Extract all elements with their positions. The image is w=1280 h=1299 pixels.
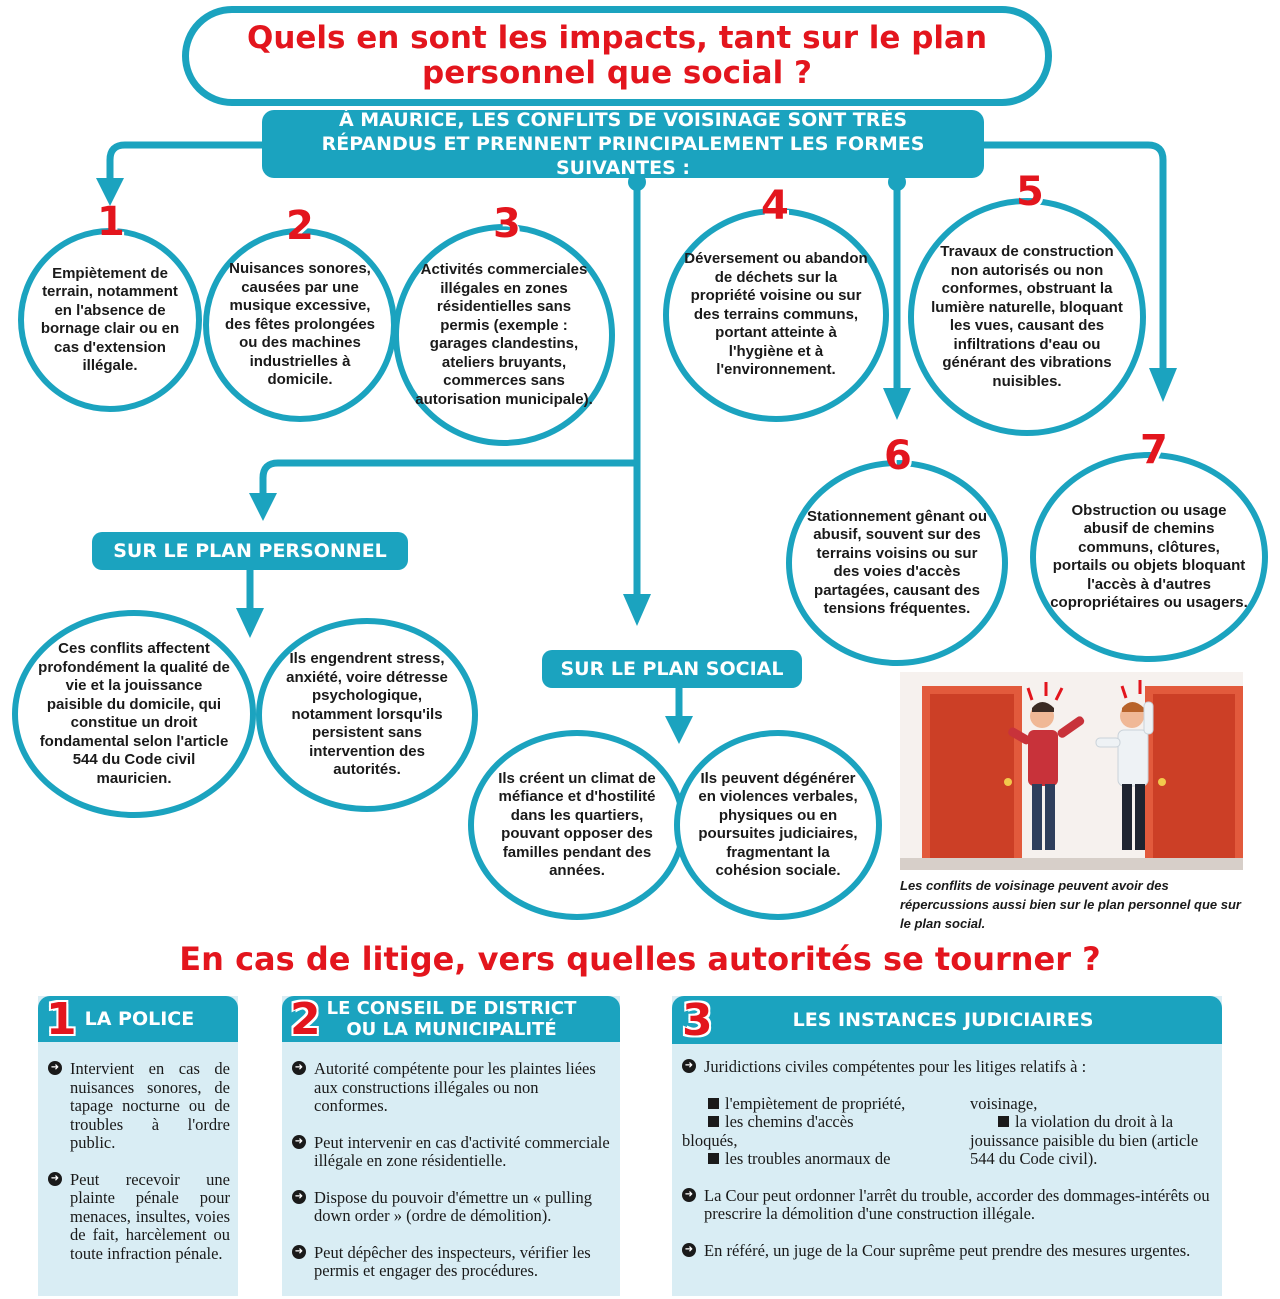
arrow-right-circle-icon: ➜ (292, 1245, 306, 1259)
form-circle-1 (18, 228, 202, 412)
form-text-5: Travaux de construction non autorisés ou non conformes, obstruant la lumière naturelle, bloquant les vues, causant des infiltrations d'eau ou générant des vibrations nuisibles. (931, 243, 1123, 390)
judicial-bullet-1 (676, 1187, 1210, 1224)
judicial-list-item (970, 1095, 1210, 1114)
personal-text-1: Ces conflits affectent profondément la qualité de vie et la jouissance paisible du domicile, qui constitue un droit fondamental selon l'article 544 du Code civil mauricien. (38, 640, 230, 787)
judicial-intro-text: Juridictions civiles compétentes pour les litiges relatifs à : (704, 1057, 1087, 1076)
social-circle-1 (468, 730, 686, 920)
judicial-list-item (676, 1150, 970, 1169)
form-number-2: 2 (286, 203, 314, 249)
authority-number-2: 2 (290, 993, 321, 1045)
arrow-right-circle-icon: ➜ (48, 1061, 62, 1075)
social-label-text: SUR LE PLAN SOCIAL (560, 658, 784, 680)
form-circle-4 (663, 208, 889, 422)
arrow-right-circle-icon: ➜ (292, 1061, 306, 1075)
police-bullet-1 (42, 1060, 230, 1153)
judicial-list-col1 (676, 1095, 970, 1169)
authority-title-3: LES INSTANCES JUDICIAIRES (792, 1009, 1094, 1031)
panel-header-council (282, 993, 620, 1045)
personal-circle-2 (256, 618, 478, 812)
authority-title-2-line1: LE CONSEIL DE DISTRICT (326, 998, 577, 1019)
square-bullet-icon (998, 1116, 1009, 1127)
form-text-6: Stationnement gênant ou abusif, souvent sur des terrains voisins ou sur des voies d'accès partagées, causant des tensions fréquentes. (807, 507, 987, 617)
social-circle-2 (674, 730, 882, 920)
form-circle-7 (1030, 452, 1268, 662)
judicial-item-text: les chemins d'accès (725, 1112, 854, 1131)
arrow-right-circle-icon: ➜ (292, 1190, 306, 1204)
arrow-right-circle-icon: ➜ (48, 1172, 62, 1186)
judicial-bullet-2 (676, 1242, 1210, 1261)
social-text-2: Ils peuvent dégénérer en violences verbales, physiques ou en poursuites judiciaires, fragmentant la cohésion sociale. (698, 769, 858, 879)
judicial-item-text: jouissance paisible du bien (article (970, 1130, 1199, 1150)
council-bullet-2 (286, 1134, 610, 1171)
authority-panel-council (282, 993, 620, 1296)
council-bullet-1-text: Autorité compétente pour les plaintes liées aux constructions illégales ou non conformes. (314, 1059, 596, 1115)
judicial-item-text: l'empiètement de propriété, (725, 1093, 906, 1113)
authority-title-1: LA POLICE (84, 1008, 195, 1030)
form-number-5: 5 (1016, 169, 1044, 215)
arrow-right-circle-icon: ➜ (682, 1243, 696, 1257)
authority-panel-judicial (672, 996, 1222, 1296)
square-bullet-icon (708, 1116, 719, 1127)
illustration-graphic (900, 672, 1243, 870)
authority-panel-police (38, 993, 238, 1296)
panel-header-police (38, 993, 238, 1045)
council-bullet-1 (286, 1060, 610, 1116)
judicial-item-text: voisinage, (970, 1093, 1038, 1113)
form-circle-5 (908, 198, 1146, 436)
authority-number-1: 1 (46, 993, 77, 1045)
judicial-bullet-2-text: En référé, un juge de la Cour suprême peut prendre des mesures urgentes. (704, 1240, 1191, 1260)
judicial-list-item (970, 1150, 1210, 1169)
arrow-right-circle-icon: ➜ (682, 1188, 696, 1202)
personal-text-2: Ils engendrent stress, anxiété, voire détresse psychologique, notamment lorsqu'ils persistent sans intervention des autorités. (286, 650, 448, 779)
arrow-right-circle-icon: ➜ (292, 1135, 306, 1149)
panel-header-judicial (672, 996, 1222, 1044)
form-circle-2 (203, 228, 397, 422)
authorities-heading: En cas de litige, vers quelles autorités se tourner ? (179, 940, 1101, 978)
illustration-caption: Les conflits de voisinage peuvent avoir des répercussions aussi bien sur le plan personnel que sur le plan social. (900, 878, 1241, 931)
main-title: Quels en sont les impacts, tant sur le plan personnel que social ? (246, 20, 988, 91)
council-bullet-2-text: Peut intervenir en cas d'activité commerciale illégale en zone résidentielle. (314, 1132, 610, 1170)
intro-banner-text: À MAURICE, LES CONFLITS DE VOISINAGE SONT TRÈS RÉPANDUS ET PRENNENT PRINCIPALEMENT LES FORMES SUIVANTES : (321, 109, 925, 179)
judicial-bullet-1-text: La Cour peut ordonner l'arrêt du trouble, accorder des dommages-intérêts ou prescrire la démolition d'une construction illégale. (704, 1185, 1210, 1223)
judicial-list-item (970, 1113, 1210, 1132)
judicial-item-text: la violation du droit à la (1015, 1112, 1174, 1131)
police-bullet-1-text: Intervient en cas de nuisances sonores, de tapage nocturne ou de troubles à l'ordre public. (70, 1059, 230, 1152)
judicial-item-text: les troubles anormaux de (725, 1149, 891, 1168)
form-number-6: 6 (884, 433, 912, 479)
judicial-list-item (676, 1113, 970, 1132)
police-bullet-2 (42, 1171, 230, 1264)
council-bullet-4-text: Peut dépêcher des inspecteurs, vérifier les permis et engager des procédures. (314, 1242, 591, 1280)
judicial-list-item (970, 1132, 1210, 1151)
square-bullet-icon (708, 1098, 719, 1109)
judicial-list-item (676, 1095, 970, 1114)
arrow-right-circle-icon: ➜ (682, 1059, 696, 1073)
form-text-7: Obstruction ou usage abusif de chemins communs, clôtures, portails ou objets bloquant l'accès à d'autres copropriétaires ou usagers. (1050, 501, 1248, 611)
form-number-3: 3 (493, 201, 521, 247)
form-number-1: 1 (97, 199, 125, 245)
council-bullet-4 (286, 1244, 610, 1281)
form-circle-3 (393, 224, 615, 446)
police-bullet-2-text: Peut recevoir une plainte pénale pour menaces, insultes, voies de fait, harcèlement ou toute infraction pénale. (70, 1169, 230, 1263)
personal-circle-1 (12, 610, 256, 818)
intro-banner (262, 110, 984, 178)
judicial-item-text: bloqués, (682, 1130, 738, 1150)
form-text-3: Activités commerciales illégales en zones résidentielles sans permis (exemple : garages clandestins, ateliers bruyants, commerces sans autorisation municipale). (415, 261, 593, 408)
council-bullet-3 (286, 1189, 610, 1226)
neighbours-arguing-illustration (900, 672, 1243, 870)
main-title-box (182, 6, 1052, 106)
form-circle-6 (786, 460, 1008, 666)
social-label (542, 650, 802, 688)
form-number-7: 7 (1140, 427, 1168, 473)
judicial-list (676, 1095, 1210, 1169)
authority-title-2-line2: OU LA MUNICIPALITÉ (346, 1019, 557, 1040)
social-text-1: Ils créent un climat de méfiance et d'hostilité dans les quartiers, pouvant opposer des familles pendant des années. (498, 769, 656, 879)
form-text-1: Empiètement de terrain, notamment en l'absence de bornage clair ou en cas d'extension illégale. (40, 264, 180, 374)
personal-label (92, 532, 408, 570)
judicial-list-item (676, 1132, 970, 1151)
judicial-list-col2 (970, 1095, 1210, 1169)
judicial-item-text: 544 du Code civil). (970, 1149, 1098, 1168)
council-bullet-3-text: Dispose du pouvoir d'émettre un « pulling down order » (ordre de démolition). (314, 1187, 592, 1225)
form-text-4: Déversement ou abandon de déchets sur la propriété voisine ou sur des terrains communs, portant atteinte à l'hygiène et à l'environnement. (684, 250, 868, 379)
authority-title-2 (327, 998, 577, 1040)
authority-number-3: 3 (682, 994, 713, 1046)
judicial-intro (676, 1058, 1210, 1077)
square-bullet-icon (708, 1153, 719, 1164)
form-number-4: 4 (761, 183, 789, 229)
form-text-2: Nuisances sonores, causées par une musique excessive, des fêtes prolongées ou des machines industrielles à domicile. (224, 260, 376, 389)
personal-label-text: SUR LE PLAN PERSONNEL (113, 540, 387, 562)
